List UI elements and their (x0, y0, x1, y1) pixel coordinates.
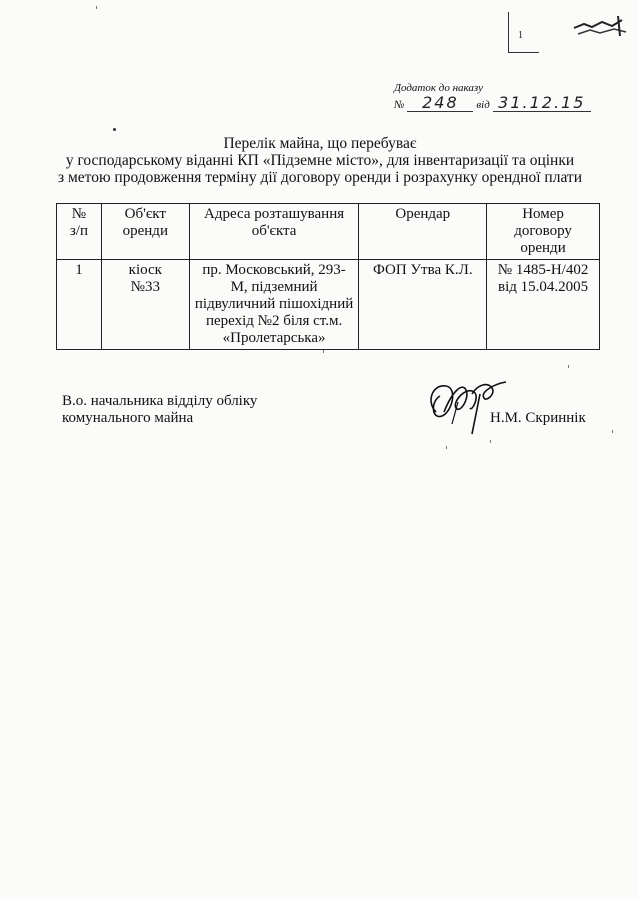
order-number: 248 (407, 95, 473, 112)
title-line-1: Перелік майна, що перебуває (223, 135, 417, 152)
page-number-box (508, 12, 539, 53)
handwritten-signature-icon (422, 372, 512, 438)
cell-object: кіоск №33 (101, 260, 189, 350)
header-contract: Номер договору оренди (487, 204, 600, 260)
cell-tenant: ФОП Утва К.Л. (359, 260, 487, 350)
scan-speck (446, 446, 447, 449)
property-table (56, 203, 600, 350)
header-address: Адреса розташування об'єкта (189, 204, 359, 260)
signer-name: Н.М. Скриннік (490, 410, 586, 426)
stamp-scribble-icon (572, 14, 628, 38)
cell-contract: № 1485-Н/402 від 15.04.2005 (487, 260, 600, 350)
scan-speck (490, 440, 491, 443)
header-number: № з/п (57, 204, 102, 260)
annex-date-prefix: від (476, 99, 490, 111)
signer-position: В.о. начальника відділу обліку комунального майна (62, 393, 258, 426)
cell-address: пр. Московський, 293- М, підземний підвуличний пішохідний перехід №2 біля ст.м. «Пролетарська» (189, 260, 359, 350)
ink-dot (113, 128, 116, 131)
scan-speck (568, 365, 569, 368)
document-title (50, 135, 590, 186)
title-line-2: у господарському віданні КП «Підземне місто», для інвентаризації та оцінки (65, 152, 575, 169)
cell-number: 1 (57, 260, 102, 350)
header-tenant: Орендар (359, 204, 487, 260)
title-line-3: з метою продовження терміну дії договору оренди і розрахунку орендної плати (57, 169, 583, 186)
table-row (57, 260, 600, 350)
annex-note (394, 82, 594, 112)
page-number: 1 (518, 30, 523, 41)
scan-speck (612, 430, 613, 433)
table-header-row (57, 204, 600, 260)
scan-speck (96, 6, 97, 9)
scan-speck (323, 350, 324, 353)
annex-label: Додаток до наказу (394, 82, 483, 94)
order-date: 31.12.15 (493, 95, 591, 112)
annex-no-prefix: № (394, 99, 405, 111)
header-object: Об'єкт оренди (101, 204, 189, 260)
